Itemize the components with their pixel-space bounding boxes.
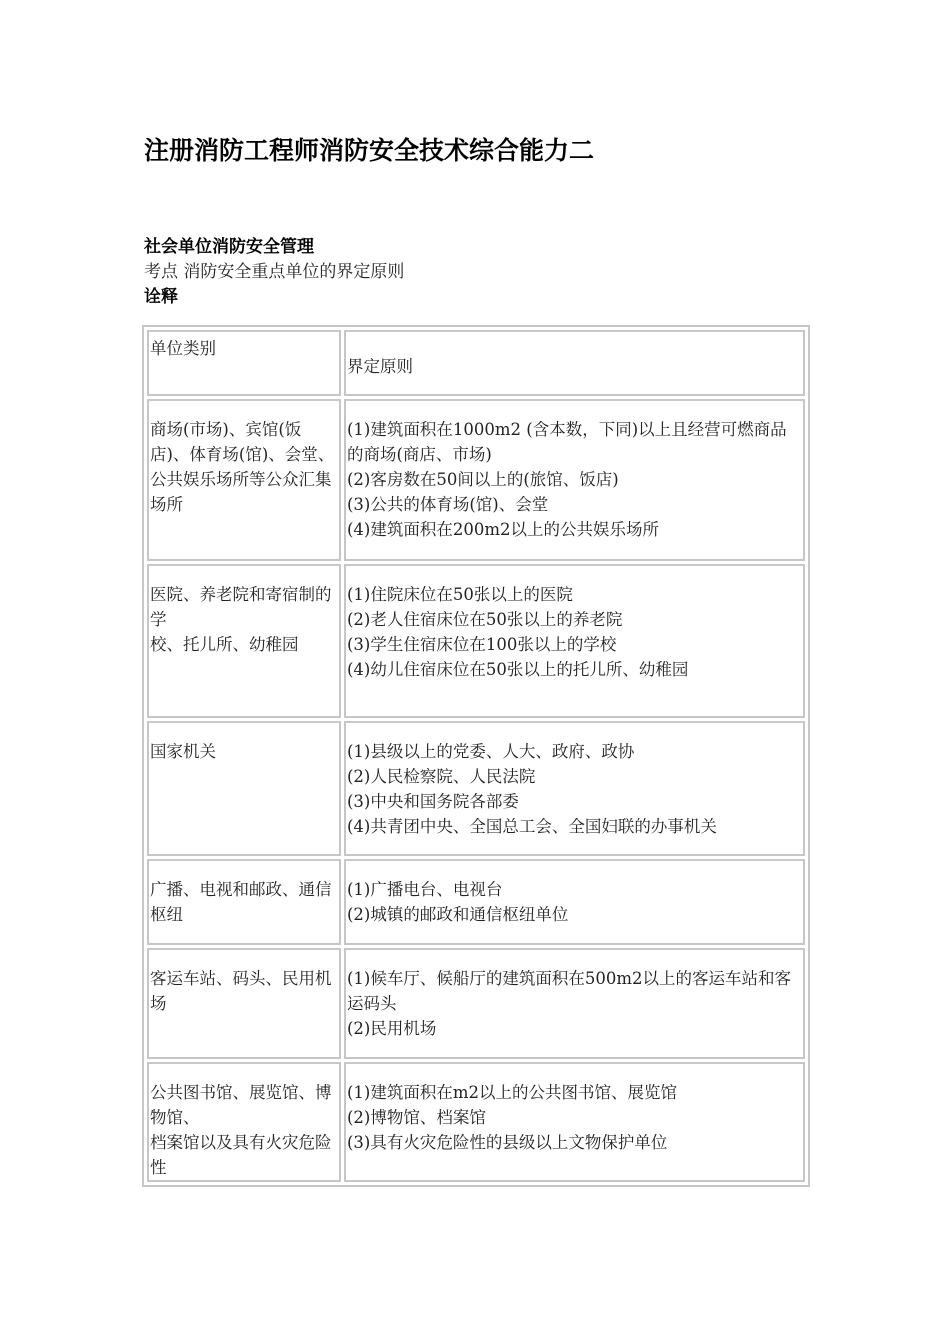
category-line: 医院、养老院和寄宿制的学: [150, 585, 332, 629]
table-row: [147, 399, 805, 561]
header-unit-category: 单位类别: [147, 330, 341, 396]
criteria-line: (4)建筑面积在200m2以上的公共娱乐场所: [347, 520, 660, 539]
header-criteria: 界定原则: [344, 330, 805, 396]
criteria-table: [142, 325, 810, 1187]
section-heading: 社会单位消防安全管理: [144, 237, 314, 257]
criteria-line: (1)建筑面积在1000m2 (含本数，下同)以上且经营可燃商品的商场(商店、市场): [347, 420, 787, 464]
criteria-line: (1)候车厅、候船厅的建筑面积在500m2以上的客运车站和客运码头: [347, 969, 792, 1013]
table-row: [147, 564, 805, 718]
category-line: 国家机关: [150, 742, 216, 761]
criteria-line: (2)民用机场: [347, 1019, 437, 1038]
page-title: 注册消防工程师消防安全技术综合能力二: [144, 136, 595, 165]
row-criteria-cell: [344, 721, 805, 856]
row-category-cell: [147, 859, 341, 945]
row-category-cell: [147, 1062, 341, 1182]
criteria-line: (2)博物馆、档案馆: [347, 1108, 486, 1127]
row-criteria-cell: [344, 859, 805, 945]
criteria-line: (1)县级以上的党委、人大、政府、政协: [347, 742, 635, 761]
category-line: 公共图书馆、展览馆、博物馆、: [150, 1083, 332, 1127]
criteria-line: (1)住院床位在50张以上的医院: [347, 585, 573, 604]
criteria-line: (4)幼儿住宿床位在50张以上的托儿所、幼稚园: [347, 660, 689, 679]
category-line: 广播、电视和邮政、通信枢纽: [150, 880, 332, 924]
table-row: [147, 1062, 805, 1182]
criteria-line: (1)广播电台、电视台: [347, 880, 503, 899]
criteria-line: (2)客房数在50间以上的(旅馆、饭店): [347, 470, 619, 489]
row-category-cell: [147, 948, 341, 1059]
category-line: 商场(市场)、宾馆(饭店)、体育场(馆)、会堂、公共娱乐场所等公众汇集场所: [150, 420, 335, 514]
explain-label: 诠释: [144, 287, 178, 307]
row-criteria-cell: [344, 399, 805, 561]
category-line: 客运车站、码头、民用机场: [150, 969, 332, 1013]
category-line: 校、托儿所、幼稚园: [150, 635, 299, 654]
criteria-line: (3)学生住宿床位在100张以上的学校: [347, 635, 617, 654]
criteria-line: (2)人民检察院、人民法院: [347, 767, 536, 786]
table-row: [147, 859, 805, 945]
criteria-line: (3)公共的体育场(馆)、会堂: [347, 495, 549, 514]
exam-point: 考点 消防安全重点单位的界定原则: [144, 262, 405, 282]
row-category-cell: [147, 564, 341, 718]
table-header-row: [147, 330, 805, 396]
row-category-cell: [147, 721, 341, 856]
criteria-line: (1)建筑面积在m2以上的公共图书馆、展览馆: [347, 1083, 678, 1102]
table-row: [147, 948, 805, 1059]
table-row: [147, 721, 805, 856]
row-criteria-cell: [344, 564, 805, 718]
criteria-line: (4)共青团中央、全国总工会、全国妇联的办事机关: [347, 817, 717, 836]
criteria-line: (2)老人住宿床位在50张以上的养老院: [347, 610, 623, 629]
category-line: 档案馆以及具有火灾危险性: [150, 1133, 332, 1177]
criteria-line: (3)具有火灾危险性的县级以上文物保护单位: [347, 1133, 668, 1152]
row-criteria-cell: [344, 1062, 805, 1182]
criteria-line: (2)城镇的邮政和通信枢纽单位: [347, 905, 569, 924]
row-category-cell: [147, 399, 341, 561]
criteria-line: (3)中央和国务院各部委: [347, 792, 519, 811]
row-criteria-cell: [344, 948, 805, 1059]
